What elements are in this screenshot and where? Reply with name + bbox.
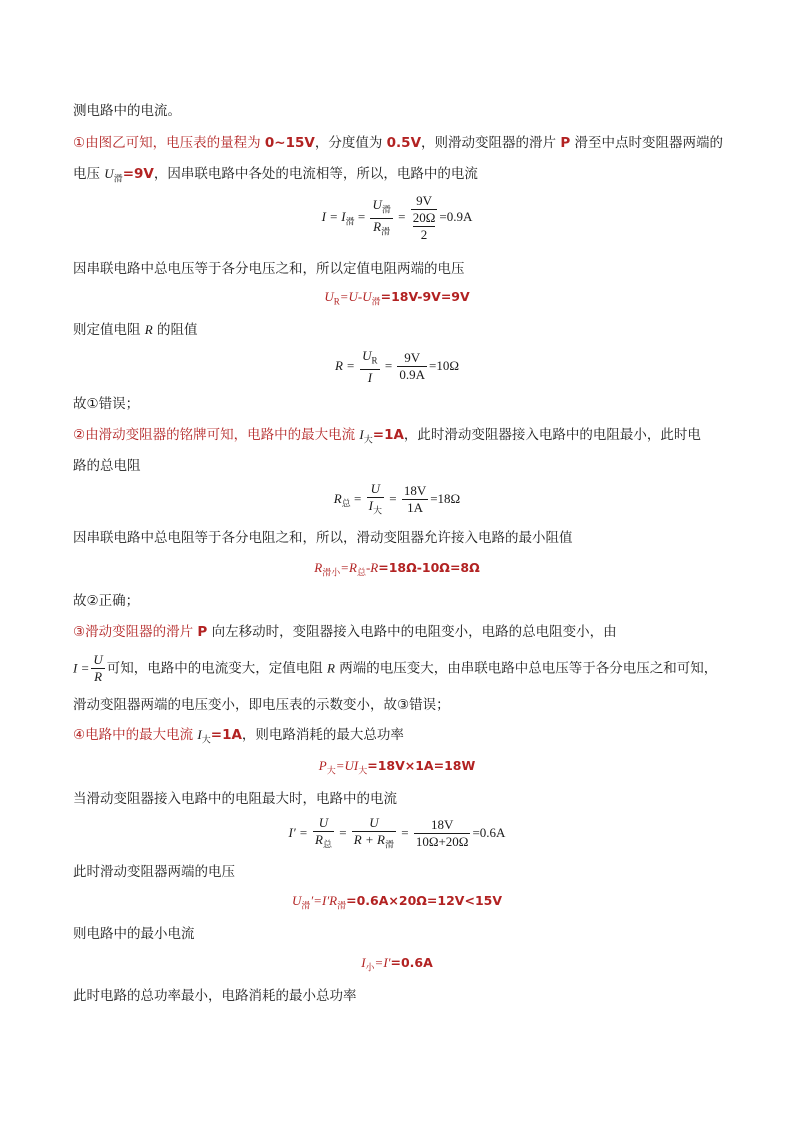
division-value: 0.5V <box>386 135 422 151</box>
circled-one: ①由图乙可知，电压表的量程为 <box>73 135 265 151</box>
text: 则定值电阻 <box>73 322 145 338</box>
mid: =R <box>340 560 357 575</box>
sub: R <box>371 355 378 366</box>
den: R <box>373 218 382 234</box>
text-line-9: 因串联电路中总电阻等于各分电阻之和，所以，滑动变阻器允许接入电路的最小阻值 <box>73 530 573 546</box>
fraction <box>352 815 396 853</box>
text-line-7 <box>73 425 701 450</box>
value: =9V <box>122 166 154 182</box>
fraction <box>91 652 104 685</box>
var: R <box>314 560 323 575</box>
fraction <box>397 350 427 383</box>
text-line-11 <box>73 622 617 642</box>
sub: 大 <box>372 505 382 516</box>
num: U <box>93 652 103 667</box>
equation-6 <box>0 758 794 777</box>
text-line-1: 测电路中的电流。 <box>73 103 181 119</box>
num: 18V <box>414 817 471 834</box>
sub: 滑小 <box>322 567 341 578</box>
den: 10Ω+20Ω <box>415 834 469 850</box>
slider-p: P <box>197 624 208 640</box>
eq-lhs: R <box>333 490 342 506</box>
text: ④电路中的最大电流 <box>73 727 198 743</box>
den: R <box>94 669 103 684</box>
fraction <box>313 815 334 853</box>
text: 电压 <box>73 166 105 182</box>
equation-9 <box>0 955 794 974</box>
sub: 滑 <box>384 839 394 850</box>
num: U <box>362 348 372 363</box>
fraction <box>411 193 438 243</box>
text-line-2 <box>73 133 723 153</box>
value: =18V×1A=18W <box>367 758 476 773</box>
num: 9V <box>397 350 427 367</box>
fraction <box>414 817 471 850</box>
eq-lhs: I = I <box>321 208 346 224</box>
text-line-15: 当滑动变阻器接入电路中的电阻最大时，电路中的电流 <box>73 791 397 807</box>
den: 0.9A <box>399 367 426 383</box>
fraction <box>360 348 379 386</box>
text: ，则电路消耗的最大总功率 <box>241 727 404 743</box>
sub: 滑 <box>345 216 355 227</box>
text-line-8: 路的总电阻 <box>73 458 141 474</box>
text-line-12 <box>73 652 717 685</box>
text-line-5 <box>73 320 198 340</box>
mid: =U-U <box>339 289 372 304</box>
value: =0.6A×20Ω=12V<15V <box>346 893 503 908</box>
text: 可知，电路中的电流变大，定值电阻 <box>106 660 328 677</box>
eq-lhs: I = <box>73 660 90 676</box>
num: U <box>370 481 380 496</box>
eq: = <box>357 208 366 224</box>
equation-7 <box>0 815 794 853</box>
sub: 小 <box>365 962 375 973</box>
var-r: R <box>144 322 153 337</box>
num: U <box>372 196 382 212</box>
eq-lhs: I′ = <box>288 824 308 840</box>
sub: 滑 <box>371 296 381 307</box>
equation-2 <box>0 289 794 308</box>
text-line-13: 滑动变阻器两端的电压变小，即电压表的示数变小，故③错误； <box>73 697 450 713</box>
var: I <box>361 955 366 970</box>
text-line-18: 此时电路的总功率最小，电路消耗的最小总功率 <box>73 988 357 1004</box>
result: =10Ω <box>429 357 460 373</box>
value: =1A <box>372 427 404 443</box>
num: U <box>369 815 379 830</box>
eq: = <box>398 208 406 224</box>
text-line-6: 故①错误； <box>73 396 140 412</box>
eq: = <box>389 490 397 506</box>
num: 9V <box>411 193 438 210</box>
value: =1A <box>210 727 242 743</box>
equation-5 <box>0 560 794 579</box>
value: =0.6A <box>390 955 433 970</box>
den: 1A <box>407 500 423 516</box>
eq: = <box>401 824 409 840</box>
text-line-3 <box>73 164 478 189</box>
sub: 滑 <box>337 900 347 911</box>
equation-3 <box>0 348 794 386</box>
var-i: I <box>359 427 364 442</box>
sub: R <box>333 296 340 307</box>
text-line-16: 此时滑动变阻器两端的电压 <box>73 864 235 880</box>
mid: =UI <box>335 758 359 773</box>
var-r: R <box>327 660 335 676</box>
sub: 大 <box>326 765 336 776</box>
text: ③滑动变阻器的滑片 <box>73 624 198 640</box>
mid: ′=I′R <box>310 893 338 908</box>
text: 滑至中点时变阻器两端的 <box>570 135 724 151</box>
eq: = <box>339 824 347 840</box>
text: ，此时滑动变阻器接入电路中的电阻最小，此时电 <box>403 427 701 443</box>
text-line-14 <box>73 725 404 750</box>
eq: = <box>354 490 362 506</box>
var-u: U <box>104 166 114 181</box>
sub: 滑 <box>381 226 391 237</box>
text: 向左移动时，变阻器接入电路中的电阻变小，电路的总电阻变小，由 <box>207 624 617 640</box>
mid: =I′ <box>374 955 391 970</box>
text: ，则滑动变阻器的滑片 <box>421 135 561 151</box>
text: 的阻值 <box>152 322 198 338</box>
den: R + R <box>353 832 385 847</box>
num: U <box>318 815 329 830</box>
den: 20Ω <box>412 210 436 225</box>
sub: 滑 <box>381 204 391 215</box>
text-line-10: 故②正确； <box>73 593 140 609</box>
value: =18V-9V=9V <box>380 289 470 304</box>
result: =0.6A <box>472 824 506 840</box>
text-line-17: 则电路中的最小电流 <box>73 926 195 942</box>
sub: 总 <box>341 498 351 509</box>
sub: 总 <box>356 567 366 578</box>
den: R <box>314 832 323 847</box>
den: I <box>367 369 373 385</box>
var-i: I <box>197 727 202 742</box>
sub: 大 <box>363 434 373 445</box>
equation-4 <box>0 481 794 519</box>
text: 两端的电压变大，由串联电路中总电压等于各分电压之和可知， <box>335 660 718 677</box>
var: P <box>318 758 327 773</box>
num: 18V <box>403 483 427 499</box>
result: =18Ω <box>430 490 461 506</box>
den: I <box>368 498 373 513</box>
var: U <box>324 289 334 304</box>
fraction <box>367 481 384 519</box>
sub: 滑 <box>113 173 123 184</box>
result: =0.9A <box>439 208 473 224</box>
eq: = <box>384 357 393 373</box>
value: =18Ω-10Ω=8Ω <box>378 560 480 575</box>
sub: 大 <box>358 765 368 776</box>
text: ，分度值为 <box>314 135 387 151</box>
fraction <box>370 197 392 239</box>
sub: 滑 <box>301 900 311 911</box>
text: ②由滑动变阻器的铭牌可知，电路中的最大电流 <box>73 427 360 443</box>
sub: 大 <box>201 734 211 745</box>
eq-lhs: R = <box>334 357 355 373</box>
text: ，因串联电路中各处的电流相等，所以，电路中的电流 <box>153 166 478 182</box>
fraction <box>402 483 428 516</box>
range-value: 0~15V <box>264 135 315 151</box>
mid: -R <box>365 560 379 575</box>
equation-8 <box>0 893 794 912</box>
den2: 2 <box>420 227 428 242</box>
text-line-4: 因串联电路中总电压等于各分电压之和，所以定值电阻两端的电压 <box>73 261 465 277</box>
slider-p: P <box>560 135 571 151</box>
equation-1 <box>0 193 794 243</box>
sub: 总 <box>322 839 332 850</box>
var: U <box>291 893 302 908</box>
